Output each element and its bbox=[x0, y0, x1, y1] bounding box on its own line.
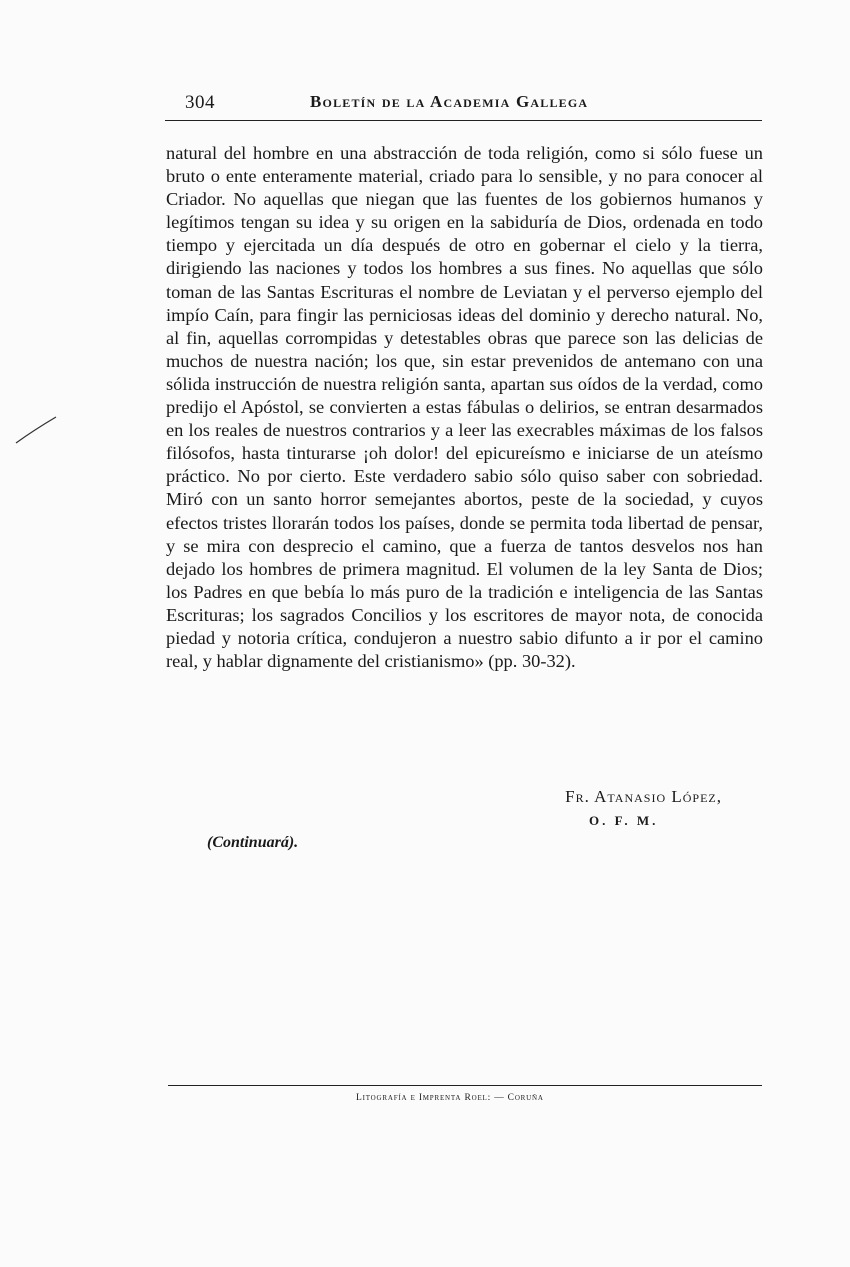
religious-order: O. F. M. bbox=[589, 813, 659, 828]
journal-title: Boletín de la Academia Gallega bbox=[310, 92, 589, 111]
page-number: 304 bbox=[185, 92, 215, 113]
running-head bbox=[185, 92, 765, 116]
footer-rule bbox=[168, 1085, 762, 1086]
continuation-note: (Continuará). bbox=[207, 834, 299, 851]
body-paragraph: natural del hombre en una abstracción de toda religión, como si sólo fuese un bruto o ente enteramente material, criado para lo sensible, y no para conocer al Criador. No aquellas que niegan que las fuentes de los gobiernos humanos y legítimos tengan su idea y su origen en la sabiduría de Dios, ordenada en todo tiempo y ejercitada un día después de otro en gobernar el cielo y la tierra, dirigiendo las naciones y todos los hombres a sus fines. No aquellas que sólo toman de las Santas Escrituras el nombre de Leviatan y el perverso ejemplo del impío Caín, para fingir las perniciosas ideas del dominio y derecho natural. No, al fin, aquellas corrompidas y detestables obras que parece son las delicias de muchos de nuestra nación; los que, sin estar prevenidos de antemano con una sólida instrucción de nuestra religión santa, apartan sus oídos de la verdad, como predijo el Apóstol, se convierten a estas fábulas o delirios, se entran desarmados en los reales de nuestros contrarios y a leer las execrables máximas de los falsos filósofos, hasta tinturarse ¡oh dolor! del epicureísmo e iniciarse de un ateísmo práctico. No por cierto. Este verdadero sabio sólo quiso saber con sobriedad. Miró con un santo horror semejantes abortos, peste de la sociedad, y cuyos efectos tristes llorarán todos los países, donde se permita toda libertad de pensar, y se mira con desprecio el camino, que a fuerza de tantos desvelos nos han dejado los hombres de primera magnitud. El volumen de la ley Santa de Dios; los Padres en que bebía lo más puro de la tradición e inteligencia de las Santas Escrituras; los sagrados Concilios y los escritores de mayor nota, de conocida piedad y notoria crítica, condujeron a nuestro sabio difunto a ir por el camino real, y hablar dignamente del cristianismo» (pp. 30-32). bbox=[166, 143, 763, 672]
printer-imprint: Litografía e Imprenta Roel: — Coruña bbox=[356, 1093, 544, 1103]
author-signature: Fr. Atanasio López, bbox=[565, 787, 722, 806]
header-rule bbox=[165, 120, 762, 121]
margin-pencil-mark bbox=[14, 415, 58, 445]
